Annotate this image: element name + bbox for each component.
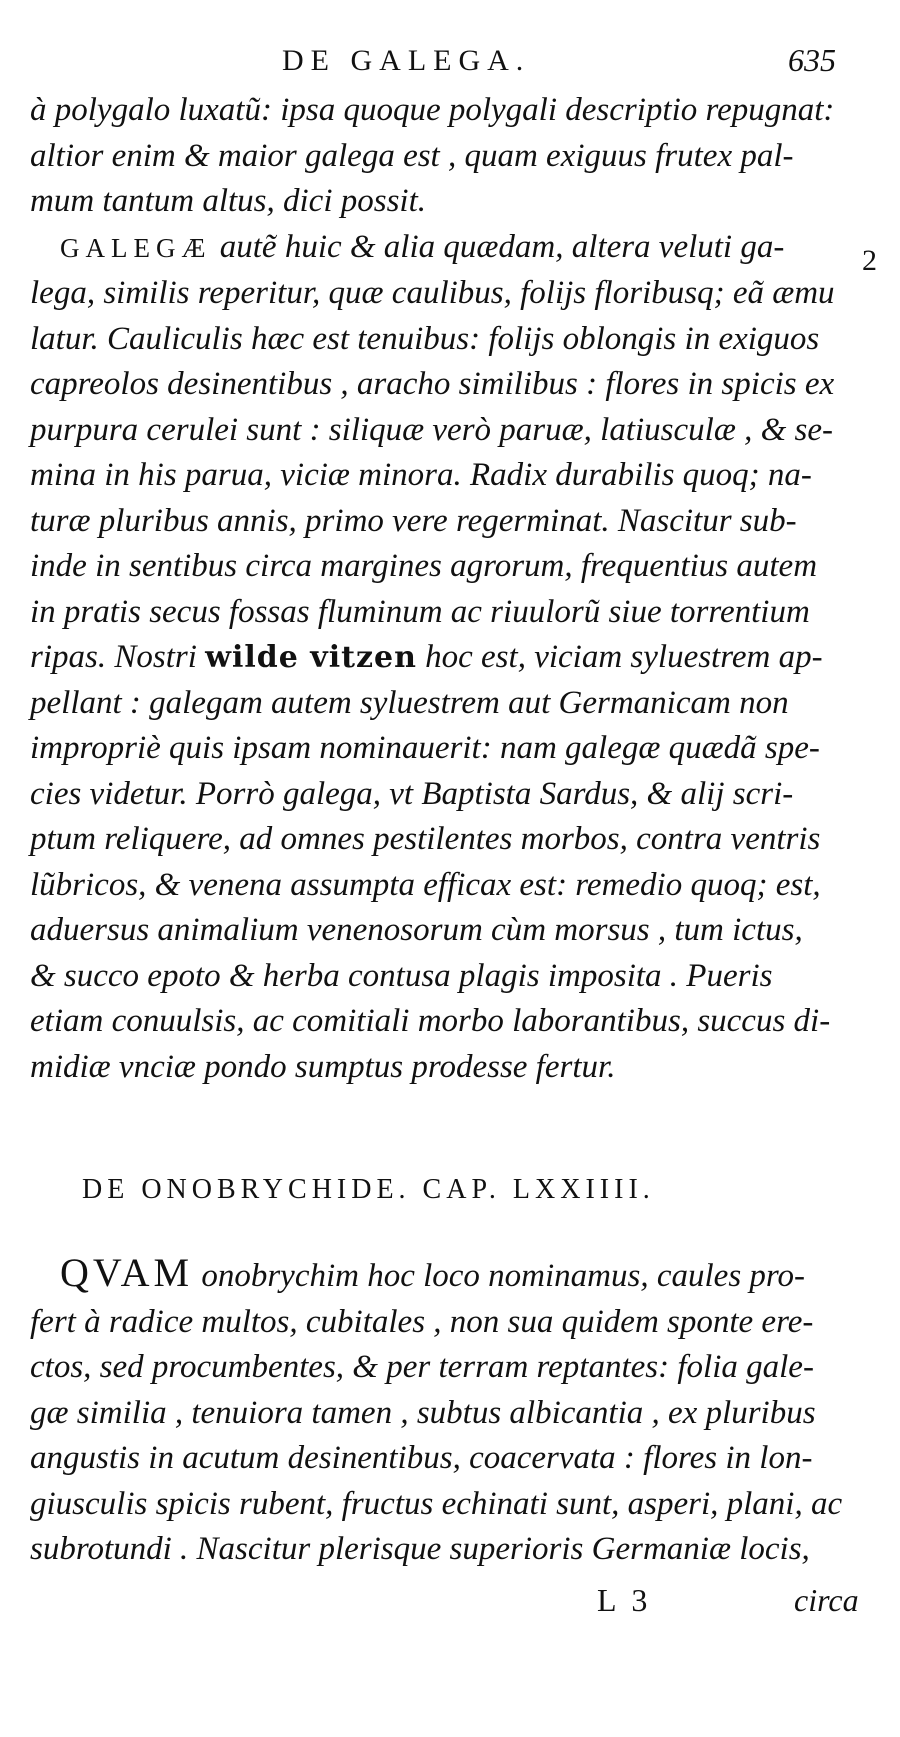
text-run: ripas. Nostri (30, 639, 206, 675)
running-head (0, 44, 900, 84)
text-line: latur. Cauliculis hæc est tenuibus: folijs oblongis in exiguos (30, 320, 820, 357)
paragraph-initial-word: QVAM (60, 1250, 194, 1295)
text-line: mum tantum altus, dici possit. (30, 183, 427, 219)
text-line: & succo epoto & herba contusa plagis imposita . Pueris (30, 957, 773, 994)
text-line: cies videtur. Porrò galega, vt Baptista Sardus, & alij scri- (30, 775, 794, 812)
paragraph-start (30, 1250, 850, 1300)
onobrychis-text (30, 1250, 850, 1573)
text-line: gæ similia , tenuiora tamen , subtus albicantia , ex pluribus (30, 1394, 816, 1431)
paragraph-initial-word: GALEGÆ (60, 232, 212, 263)
text-line (30, 635, 850, 681)
chapter-heading: DE ONOBRYCHIDE. CAP. LXXIIII. (82, 1174, 655, 1205)
text-line: altior enim & maior galega est , quam exiguus frutex pal- (30, 137, 794, 174)
galega-text (30, 88, 850, 1090)
text-line: capreolos desinentibus , aracho similibus : flores in spicis ex (30, 366, 835, 402)
text-line: à polygalo luxatũ: ipsa quoque polygali descriptio repugnat: (30, 92, 835, 128)
text-line: purpura cerulei sunt : siliquæ verò paruæ, latiusculæ , & se- (30, 411, 833, 448)
text-run: hoc est, viciam syluestrem ap- (416, 639, 823, 675)
text-line: in pratis secus fossas fluminum ac riuulorũ siue torrentium (30, 593, 810, 630)
text-line: angustis in acutum desinentibus, coacervata : flores in lon- (30, 1440, 813, 1476)
text-line: aduersus animalium venenosorum cùm morsus , tum ictus, (30, 912, 803, 948)
text-run: autẽ huic & alia quædam, altera veluti ga- (211, 228, 785, 265)
text-line: lega, similis reperitur, quæ caulibus, folijs floribusq; eã æmu (30, 275, 835, 311)
paragraph-start (30, 225, 850, 272)
text-line: mina in his parua, viciæ minora. Radix durabilis quoq; na- (30, 457, 812, 493)
vernacular-name: wilde vitzen (205, 640, 417, 675)
text-line: pellant : galegam autem syluestrem aut Germanicam non (30, 684, 789, 721)
text-line: fert à radice multos, cubitales , non sua quidem sponte ere- (30, 1303, 814, 1340)
text-run: onobrychim hoc loco nominamus, caules pro- (193, 1258, 806, 1294)
text-line: midiæ vnciæ pondo sumptus prodesse fertur. (30, 1048, 616, 1085)
text-line: impropriè quis ipsam nominauerit: nam galegæ quædã spe- (30, 730, 820, 766)
text-line: subrotundi . Nascitur plerisque superioris Germaniæ locis, (30, 1531, 810, 1567)
text-line: ctos, sed procumbentes, & per terram reptantes: folia gale- (30, 1349, 814, 1385)
page-number: 635 (788, 42, 836, 78)
margin-note-number: 2 (862, 244, 877, 277)
text-line: giusculis spicis rubent, fructus echinati sunt, asperi, plani, ac (30, 1485, 843, 1522)
text-line: etiam conuulsis, ac comitiali morbo laborantibus, succus di- (30, 1003, 831, 1039)
page-title: DE GALEGA. (282, 44, 531, 77)
text-line: turæ pluribus annis, primo vere regerminat. Nascitur sub- (30, 502, 797, 539)
signature-mark: L 3 (597, 1582, 652, 1618)
catchword: circa (794, 1582, 859, 1618)
text-line: ptum reliquere, ad omnes pestilentes morbos, contra ventris (30, 821, 821, 857)
text-line: lũbricos, & venena assumpta efficax est: remedio quoq; est, (30, 866, 821, 903)
text-line: inde in sentibus circa margines agrorum, frequentius autem (30, 548, 818, 584)
